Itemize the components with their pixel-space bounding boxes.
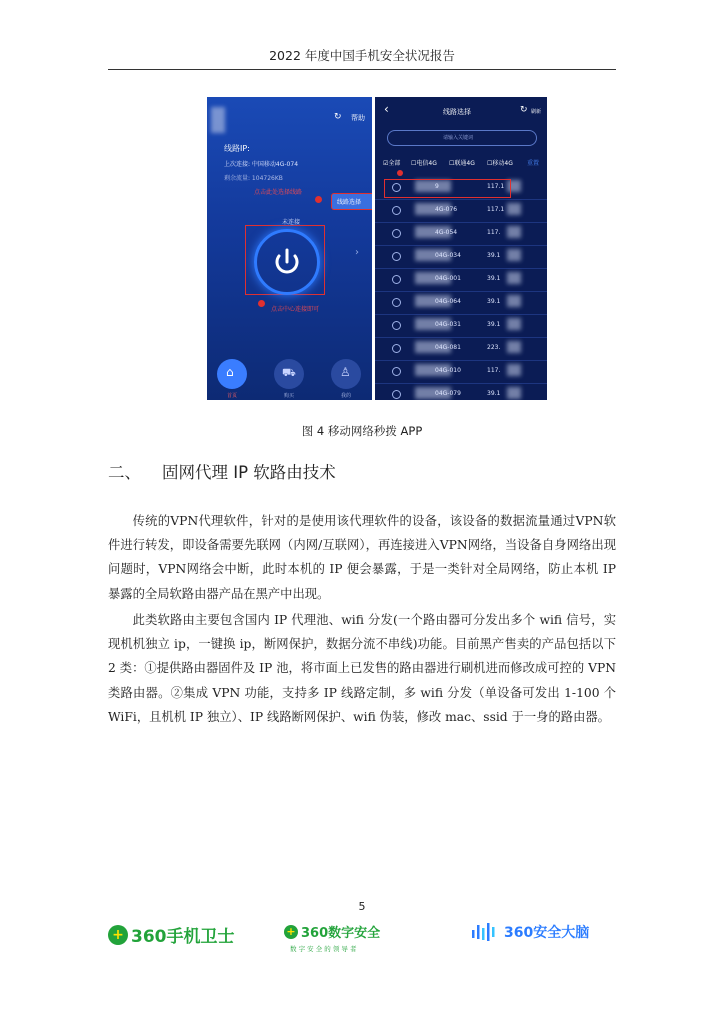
logo-360-security-brain xyxy=(471,922,589,942)
row-radio[interactable] xyxy=(392,367,401,376)
redacted-area xyxy=(507,364,521,376)
line-ip-label: 线路IP: xyxy=(224,144,250,153)
home-icon: ⌂ xyxy=(226,365,234,379)
annotation-marker-1 xyxy=(315,196,322,203)
redacted-area xyxy=(507,318,521,330)
row-line-name: 04G-081 xyxy=(435,344,461,351)
redacted-area xyxy=(507,295,521,307)
row-ip: 39.1 xyxy=(487,275,501,282)
filter-unicom[interactable]: ☐联通4G xyxy=(449,160,475,167)
brain-bars-icon xyxy=(471,922,501,942)
row-ip: 117. xyxy=(487,229,501,236)
row-radio[interactable] xyxy=(392,229,401,238)
logo-360-digital-security xyxy=(284,922,380,953)
row-line-name: 9 xyxy=(435,183,439,190)
table-row[interactable] xyxy=(375,361,547,384)
row-ip: 39.1 xyxy=(487,390,501,397)
row-line-name: 04G-064 xyxy=(435,298,461,305)
redacted-area xyxy=(507,249,521,261)
row-line-name: 04G-079 xyxy=(435,390,461,397)
filter-telecom[interactable]: ☐电信4G xyxy=(411,160,437,167)
line-select-label: 线路选择 xyxy=(337,199,362,206)
row-line-name: 04G-034 xyxy=(435,252,461,259)
cart-icon: ⛟ xyxy=(282,366,296,379)
row-line-name: 04G-010 xyxy=(435,367,461,374)
table-row[interactable] xyxy=(375,177,547,200)
app-screenshot-home xyxy=(207,97,372,400)
section-heading xyxy=(108,459,336,483)
table-row[interactable] xyxy=(375,315,547,338)
row-radio[interactable] xyxy=(392,252,401,261)
row-ip: 117. xyxy=(487,367,501,374)
connection-status: 未连接 xyxy=(282,219,301,226)
filter-reset[interactable]: 重置 xyxy=(527,160,540,167)
back-icon[interactable]: ‹ xyxy=(384,102,389,116)
nav-buy-button[interactable] xyxy=(274,359,304,389)
row-radio[interactable] xyxy=(392,390,401,399)
page-header: 2022 年度中国手机安全状况报告 xyxy=(269,48,455,63)
redacted-area xyxy=(211,107,225,133)
nav-home-button[interactable] xyxy=(217,359,247,389)
nav-label-buy: 购买 xyxy=(284,393,295,399)
help-label: 帮助 xyxy=(351,114,365,122)
logo-360-mobile-guard xyxy=(108,922,235,947)
last-connect-text: 上次连接: 中国移动4G-074 xyxy=(224,161,299,168)
table-row[interactable] xyxy=(375,200,547,223)
redacted-area xyxy=(507,341,521,353)
nav-profile-button[interactable] xyxy=(331,359,361,389)
line-select-title: 线路选择 xyxy=(443,108,471,116)
annotation-select-line: 点击此处选择线路 xyxy=(254,189,303,196)
remaining-traffic-text: 剩余流量: 104726KB xyxy=(224,175,283,182)
header-rule xyxy=(108,69,616,70)
redacted-area xyxy=(507,203,521,215)
nav-label-profile: 我的 xyxy=(341,393,352,399)
logo3-text: 360安全大脑 xyxy=(504,925,590,941)
table-row[interactable] xyxy=(375,269,547,292)
row-ip: 223. xyxy=(487,344,501,351)
annotation-marker-3 xyxy=(397,170,403,176)
row-ip: 117.1 xyxy=(487,206,505,213)
row-ip: 117.1 xyxy=(487,183,505,190)
row-ip: 39.1 xyxy=(487,298,501,305)
row-line-name: 4G-054 xyxy=(435,229,458,236)
filter-bar xyxy=(383,157,543,167)
redacted-area xyxy=(507,272,521,284)
plus-icon: + xyxy=(284,925,298,939)
section-title: 固网代理 IP 软路由技术 xyxy=(162,463,336,482)
row-radio[interactable] xyxy=(392,321,401,330)
table-row[interactable] xyxy=(375,223,547,246)
chevron-right-icon: › xyxy=(355,247,359,258)
app-screenshot-line-select xyxy=(375,97,547,400)
connect-power-button[interactable] xyxy=(254,229,320,295)
row-radio[interactable] xyxy=(392,344,401,353)
search-input[interactable] xyxy=(387,130,537,146)
paragraph-2: 此类软路由主要包含国内 IP 代理池、wifi 分发(一个路由器可分发出多个 wifi 信号，实现机机独立 ip，一键换 ip，断网保护，数据分流不串线)功能。目前黑产售卖的产品包括以下 2 类：①提供路由器固件及 IP 池，将市面上已发售的路由器进行刷机进而修改成可控的 VPN 类路由器。②集成 VPN 功能，支持多 IP 线路定制，多 wifi 分发（单设备可发出 1-100 个 WiFi，且机机 IP 独立）、IP 线路断网保护、wifi 伪装，修改 mac、ssid 于一身的路由器。 xyxy=(108,613,616,724)
table-row[interactable] xyxy=(375,292,547,315)
page-number: 5 xyxy=(358,900,366,913)
row-line-name: 4G-076 xyxy=(435,206,458,213)
refresh-label[interactable]: 刷新 xyxy=(531,109,542,115)
redacted-area xyxy=(507,226,521,238)
annotation-box xyxy=(384,179,511,198)
table-row[interactable] xyxy=(375,384,547,400)
search-placeholder: 请输入关键词 xyxy=(443,135,474,141)
user-icon: ♙ xyxy=(340,365,351,379)
row-line-name: 04G-031 xyxy=(435,321,461,328)
paragraph-1: 传统的VPN代理软件，针对的是使用该代理软件的设备，该设备的数据流量通过VPN软件进行转发，即设备需要先联网（内网/互联网），再连接进入VPN网络，当设备自身网络出现问题时，VPN网络会中断，此时本机的 IP 便会暴露，于是一类针对全局网络，防止本机 IP 暴露的全局软路由器产品在黑产中出现。 xyxy=(108,514,616,601)
line-select-button[interactable] xyxy=(331,193,372,210)
logo1-text: 360手机卫士 xyxy=(131,927,235,947)
table-row[interactable] xyxy=(375,246,547,269)
row-radio[interactable] xyxy=(392,275,401,284)
row-ip: 39.1 xyxy=(487,321,501,328)
refresh-icon: ↻ xyxy=(334,112,342,122)
logo2-text: 360数字安全 xyxy=(301,926,381,941)
annotation-marker-2 xyxy=(258,300,265,307)
power-icon xyxy=(257,232,317,292)
section-number: 二、 xyxy=(108,463,141,482)
filter-all[interactable]: ☑全部 xyxy=(383,160,401,167)
row-radio[interactable] xyxy=(392,298,401,307)
plus-icon: + xyxy=(108,925,128,945)
annotation-connect-center: 点击中心连接即可 xyxy=(271,306,320,313)
row-line-name: 04G-001 xyxy=(435,275,461,282)
row-radio[interactable] xyxy=(392,206,401,215)
redacted-area xyxy=(507,387,521,399)
nav-label-home: 首页 xyxy=(227,393,238,399)
figure-caption: 图 4 移动网络秒拨 APP xyxy=(301,424,423,438)
table-row[interactable] xyxy=(375,338,547,361)
filter-mobile[interactable]: ☐移动4G xyxy=(487,160,513,167)
refresh-icon[interactable]: ↻ xyxy=(520,105,528,115)
logo2-slogan: 数 字 安 全 的 领 导 者 xyxy=(290,945,357,953)
row-ip: 39.1 xyxy=(487,252,501,259)
